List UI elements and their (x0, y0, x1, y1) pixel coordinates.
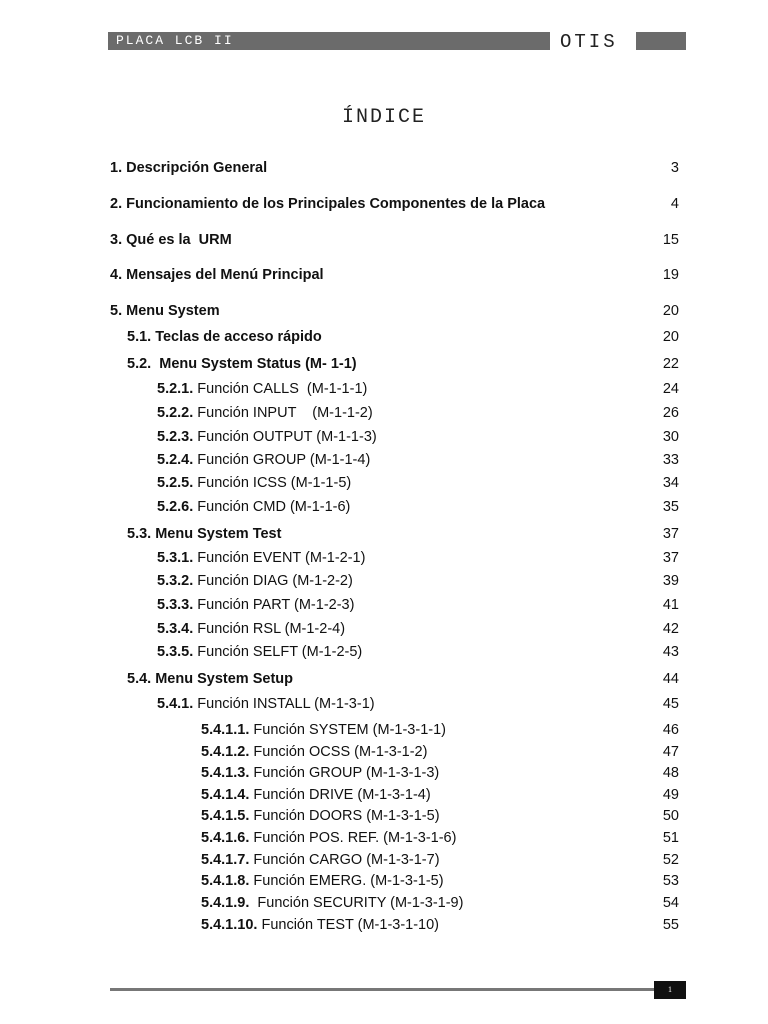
toc-entry-page: 35 (662, 499, 679, 515)
toc-entry-label (201, 915, 439, 935)
toc-entry-page: 34 (662, 475, 679, 491)
toc-entry (0, 524, 768, 544)
toc-entry-label (201, 785, 431, 805)
toc-entry-number: 5.1. Teclas de acceso rápido (127, 329, 322, 345)
toc-entry-title: Función GROUP (M-1-1-4) (193, 452, 371, 468)
toc-entry-label (127, 327, 322, 347)
toc-entry-page: 45 (662, 696, 679, 712)
page-title: ÍNDICE (341, 106, 426, 129)
toc-entry (0, 230, 768, 250)
toc-entry-number: 5.4.1.7. (201, 852, 250, 868)
toc-entry-title: Función EVENT (M-1-2-1) (193, 550, 366, 566)
toc-entry (0, 497, 768, 517)
toc-entry-label (157, 595, 354, 615)
toc-entry (0, 850, 768, 870)
toc-entry (0, 871, 768, 891)
toc-entry-number: 5.4.1.6. (201, 830, 250, 846)
toc-entry (0, 642, 768, 662)
toc-entry (0, 194, 768, 214)
toc-entry-page: 54 (662, 895, 679, 911)
toc-entry-label (201, 806, 440, 826)
toc-entry-page: 46 (662, 722, 679, 738)
toc-entry-page: 19 (662, 267, 679, 283)
toc-entry-number: 5.3.4. (157, 621, 194, 637)
toc-entry-number: 5.2.3. (157, 429, 194, 445)
toc-entry (0, 694, 768, 714)
toc-entry (0, 595, 768, 615)
toc-entry-page: 44 (662, 671, 679, 687)
toc-entry-title: Función SYSTEM (M-1-3-1-1) (249, 722, 446, 738)
toc-entry-page: 3 (670, 160, 679, 176)
toc-entry (0, 828, 768, 848)
header-doc-label: PLACA LCB II (116, 33, 234, 48)
footer-rule (110, 988, 654, 991)
header-accent-bar (636, 32, 686, 50)
toc-entry-page: 52 (662, 852, 679, 868)
toc-entry-page: 22 (662, 356, 679, 372)
toc-entry (0, 379, 768, 399)
toc-entry-label (157, 497, 350, 517)
toc-entry-number: 5.3. Menu System Test (127, 526, 282, 542)
toc-entry-number: 5.3.5. (157, 644, 194, 660)
toc-entry-label (110, 194, 545, 214)
toc-entry-label (201, 893, 463, 913)
toc-entry-page: 53 (662, 873, 679, 889)
toc-entry (0, 354, 768, 374)
toc-entry-number: 4. Mensajes del Menú Principal (110, 267, 324, 283)
toc-entry-title: Función PART (M-1-2-3) (193, 597, 355, 613)
toc-entry-number: 5.3.1. (157, 550, 194, 566)
toc-entry-label (110, 301, 220, 321)
toc-entry-page: 42 (662, 621, 679, 637)
toc-entry-title: Función EMERG. (M-1-3-1-5) (249, 873, 444, 889)
toc-entry-label (127, 524, 281, 544)
toc-entry-page: 39 (662, 573, 679, 589)
toc-entry-title: Función OUTPUT (M-1-1-3) (193, 429, 377, 445)
toc-entry-label (110, 158, 267, 178)
header-doc-label-bar (108, 32, 550, 50)
toc-entry-title: Función GROUP (M-1-3-1-3) (249, 765, 440, 781)
toc-entry-title: Función INPUT (M-1-1-2) (193, 405, 373, 421)
toc-entry-page: 37 (662, 526, 679, 542)
toc-entry-title: Función DIAG (M-1-2-2) (193, 573, 353, 589)
toc-entry-number: 5.4. Menu System Setup (127, 671, 293, 687)
toc-entry-page: 30 (662, 429, 679, 445)
toc-entry-title: Función OCSS (M-1-3-1-2) (249, 744, 428, 760)
toc-entry-page: 51 (662, 830, 679, 846)
toc-entry-title: Función CALLS (M-1-1-1) (193, 381, 368, 397)
toc-entry (0, 893, 768, 913)
toc-entry-number: 5.3.3. (157, 597, 194, 613)
toc-entry-label (201, 828, 456, 848)
toc-entry-page: 20 (662, 303, 679, 319)
toc-entry-label (127, 354, 357, 374)
toc-entry-label (110, 265, 324, 285)
toc-entry-label (157, 450, 370, 470)
toc-entry-title: Función CARGO (M-1-3-1-7) (249, 852, 440, 868)
toc-entry (0, 915, 768, 935)
toc-entry (0, 158, 768, 178)
toc-entry-number: 3. Qué es la URM (110, 232, 232, 248)
toc-entry (0, 720, 768, 740)
toc-entry-title: Función SELFT (M-1-2-5) (193, 644, 363, 660)
toc-entry (0, 548, 768, 568)
toc-entry-label (157, 427, 377, 447)
toc-entry-label (201, 871, 444, 891)
footer-page-number: 1 (668, 985, 672, 994)
header-brand: OTIS (560, 31, 618, 53)
toc-entry-number: 5.3.2. (157, 573, 194, 589)
toc-entry-number: 5. Menu System (110, 303, 220, 319)
toc-entry-label (157, 571, 353, 591)
toc-entry-number: 5.2.1. (157, 381, 194, 397)
toc-entry-label (201, 763, 439, 783)
toc-entry-label (157, 642, 362, 662)
toc-entry-label (157, 379, 367, 399)
toc-entry (0, 742, 768, 762)
toc-entry-title: Función ICSS (M-1-1-5) (193, 475, 352, 491)
toc-entry-number: 5.2.2. (157, 405, 194, 421)
toc-entry-title: Función DOORS (M-1-3-1-5) (249, 808, 440, 824)
toc-entry (0, 327, 768, 347)
toc-entry (0, 669, 768, 689)
toc-entry-page: 24 (662, 381, 679, 397)
toc-entry-number: 5.4.1.1. (201, 722, 250, 738)
toc-entry (0, 473, 768, 493)
toc-entry (0, 265, 768, 285)
toc-entry-label (201, 720, 446, 740)
toc-entry-label (157, 403, 373, 423)
toc-entry-label (127, 669, 293, 689)
footer-page-box (654, 981, 686, 999)
toc-entry-page: 43 (662, 644, 679, 660)
toc-entry-number: 5.4.1. (157, 696, 194, 712)
toc-entry-label (157, 694, 375, 714)
toc-entry-page: 41 (662, 597, 679, 613)
toc-entry-page: 48 (662, 765, 679, 781)
toc-entry-number: 5.2.5. (157, 475, 194, 491)
toc-entry-title: Función DRIVE (M-1-3-1-4) (249, 787, 431, 803)
toc-entry-number: 5.4.1.5. (201, 808, 250, 824)
toc-entry-label (157, 548, 365, 568)
toc-entry-label (201, 742, 427, 762)
toc-entry-title: Función SECURITY (M-1-3-1-9) (249, 895, 464, 911)
toc-entry (0, 427, 768, 447)
toc-entry-number: 5.2.4. (157, 452, 194, 468)
toc-entry-label (157, 473, 351, 493)
toc-entry-page: 20 (662, 329, 679, 345)
toc-entry-number: 5.4.1.2. (201, 744, 250, 760)
toc-entry-number: 5.2.6. (157, 499, 194, 515)
toc-entry (0, 450, 768, 470)
toc-entry-title: Función RSL (M-1-2-4) (193, 621, 346, 637)
toc-entry-page: 33 (662, 452, 679, 468)
toc-entry-number: 1. Descripción General (110, 160, 268, 176)
toc-entry-number: 5.4.1.8. (201, 873, 250, 889)
toc-entry-page: 49 (662, 787, 679, 803)
toc-entry-label (201, 850, 440, 870)
toc-entry (0, 619, 768, 639)
toc-entry-number: 5.4.1.10. (201, 917, 258, 933)
toc-entry-page: 26 (662, 405, 679, 421)
toc-entry (0, 763, 768, 783)
toc-entry-page: 15 (662, 232, 679, 248)
toc-entry-label (157, 619, 345, 639)
toc-entry-number: 2. Funcionamiento de los Principales Componentes de la Placa (110, 196, 546, 212)
toc-entry-page: 37 (662, 550, 679, 566)
toc-entry-number: 5.4.1.3. (201, 765, 250, 781)
toc-entry-title: Función POS. REF. (M-1-3-1-6) (249, 830, 457, 846)
toc-entry-title: Función INSTALL (M-1-3-1) (193, 696, 375, 712)
toc-entry-page: 47 (662, 744, 679, 760)
toc-entry (0, 403, 768, 423)
toc-entry (0, 785, 768, 805)
toc-entry-title: Función TEST (M-1-3-1-10) (257, 917, 440, 933)
toc-entry-number: 5.4.1.4. (201, 787, 250, 803)
toc-entry (0, 301, 768, 321)
toc-entry (0, 571, 768, 591)
toc-entry-title: Función CMD (M-1-1-6) (193, 499, 351, 515)
toc-entry-number: 5.4.1.9. (201, 895, 250, 911)
toc-entry (0, 806, 768, 826)
toc-entry-page: 55 (662, 917, 679, 933)
toc-entry-number: 5.2. Menu System Status (M- 1-1) (127, 356, 357, 372)
toc-entry-label (110, 230, 232, 250)
toc-entry-page: 4 (670, 196, 679, 212)
toc-entry-page: 50 (662, 808, 679, 824)
